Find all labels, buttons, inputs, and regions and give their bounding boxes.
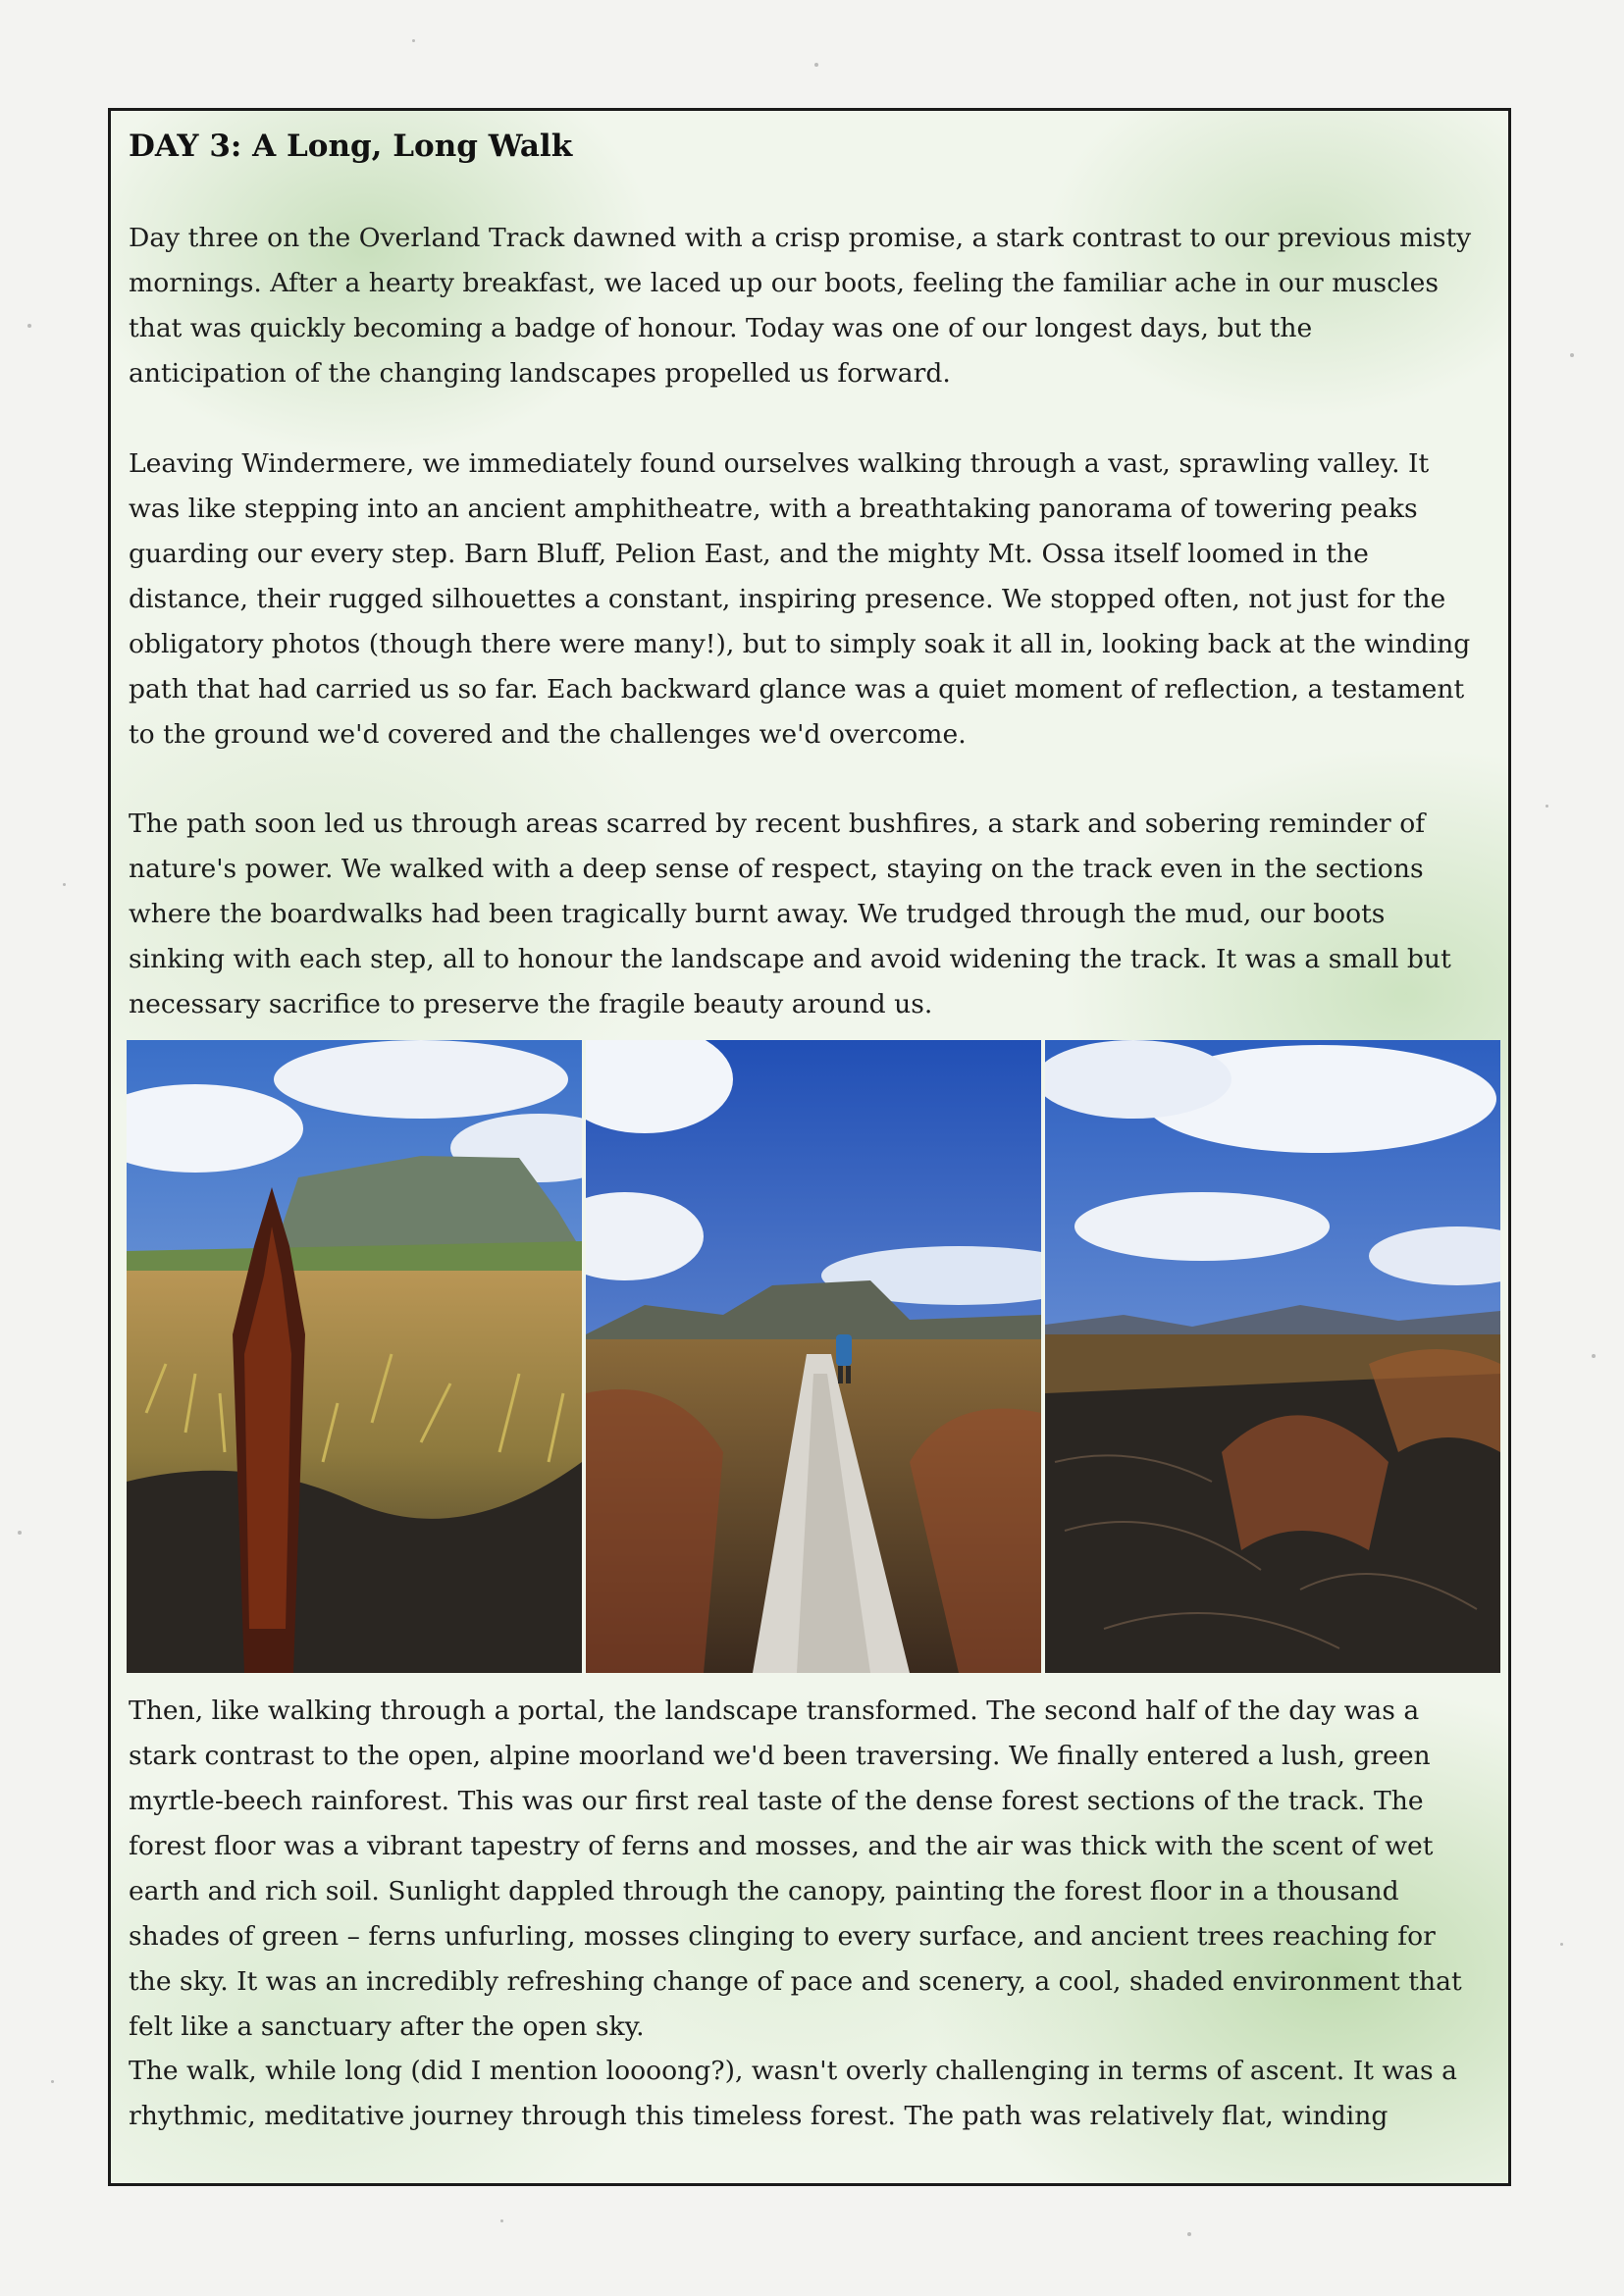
- photo-burnt-moorland: [1045, 1040, 1500, 1673]
- paragraph-4: Then, like walking through a portal, the landscape transformed. The second half of the day was a stark contrast to the open, alpine moorland we'd been traversing. We finally entered a lush, green myrtle-beech rainforest. This was our first real taste of the dense forest sections of the track. The forest floor was a vibrant tapestry of ferns and mosses, and the air was thick with the scent of wet earth and rich soil. Sunlight dappled through the canopy, painting the forest floor in a thousand shades of green – ferns unfurling, mosses clinging to every surface, and ancient trees reaching for the sky. It was an incredibly refreshing change of pace and scenery, a cool, shaded environment that felt like a sanctuary after the open sky.: [129, 1696, 1462, 2042]
- photo-strip: [127, 1040, 1500, 1673]
- speckle: [1592, 1354, 1596, 1358]
- speckle: [1560, 1943, 1563, 1946]
- speckle: [412, 39, 415, 42]
- paragraph-2: Leaving Windermere, we immediately found ourselves walking through a vast, sprawling valley. It was like stepping into an ancient amphitheatre, with a breathtaking panorama of towering peaks guarding our every step. Barn Bluff, Pelion East, and the mighty Mt. Ossa itself loomed in the distance, their rugged silhouettes a constant, inspiring presence. We stopped often, not just for the obligatory photos (though there were many!), but to simply soak it all in, looking back at the winding path that had carried us so far. Each backward glance was a quiet moment of reflection, a testament to the ground we'd covered and the challenges we'd overcome.: [129, 448, 1471, 750]
- speckle: [1570, 353, 1574, 357]
- speckle: [18, 1531, 22, 1535]
- speckle: [500, 2219, 503, 2222]
- speckle: [814, 63, 818, 67]
- paragraph-3: The path soon led us through areas scarred by recent bushfires, a stark and sobering reminder of nature's power. We walked with a deep sense of respect, staying on the track even in the sections where the boardwalks had been tragically burnt away. We trudged through the mud, our boots sinking with each step, all to honour the landscape and avoid widening the track. It was a small but necessary sacrifice to preserve the fragile beauty around us.: [129, 809, 1451, 1019]
- page-title: DAY 3: A Long, Long Walk: [129, 129, 573, 164]
- speckle: [1187, 2232, 1191, 2236]
- speckle: [51, 2080, 54, 2083]
- paragraph-5: The walk, while long (did I mention loooong?), wasn't overly challenging in terms of ascent. It was a rhythmic, meditative journey through this timeless forest. The path was relatively flat, winding: [129, 2056, 1457, 2131]
- speckle: [1545, 805, 1548, 808]
- photo-hiker-track: [586, 1040, 1041, 1673]
- photo-burnt-pandani: [127, 1040, 582, 1673]
- paragraph-1: Day three on the Overland Track dawned with a crisp promise, a stark contrast to our previous misty mornings. After a hearty breakfast, we laced up our boots, feeling the familiar ache in our muscles that was quickly becoming a badge of honour. Today was one of our longest days, but the anticipation of the changing landscapes propelled us forward.: [129, 223, 1472, 389]
- speckle: [63, 883, 66, 886]
- speckle: [27, 324, 31, 328]
- article-panel: [108, 108, 1511, 2186]
